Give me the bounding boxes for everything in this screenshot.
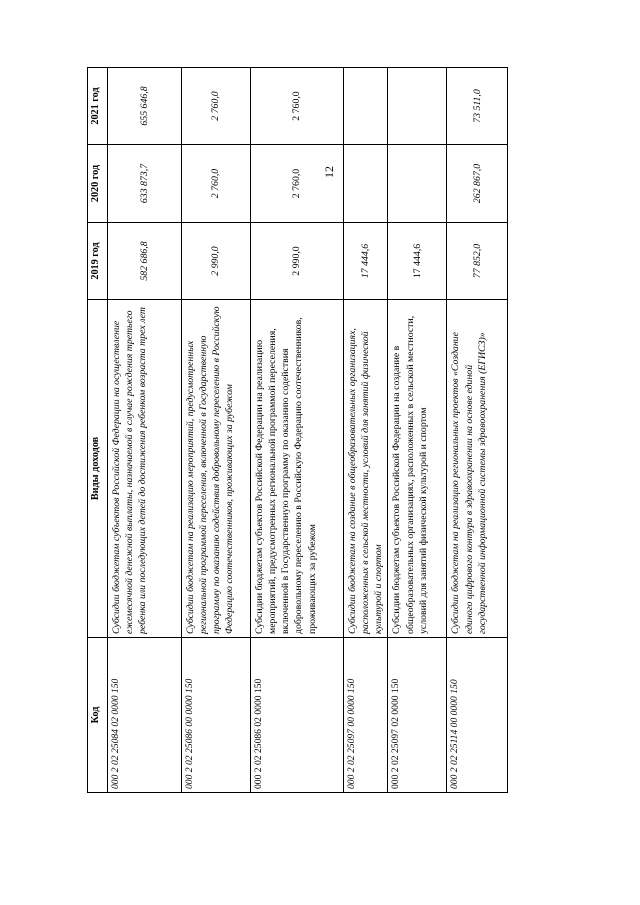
table-row	[344, 68, 388, 793]
row-code: 000 2 02 25097 00 0000 150	[344, 638, 388, 793]
page-number: 12	[322, 166, 336, 178]
row-code: 000 2 02 25086 02 0000 150	[251, 638, 344, 793]
row-value-2020	[388, 145, 447, 223]
row-value-2019: 17 444,6	[388, 223, 447, 300]
row-name: Субсидии бюджетам на реализацию региональных проектов «Создание единого цифрового контура в здравоохранении на основе единой государственной информационной системы здравоохранения (ЕГИСЗ)»	[447, 300, 508, 638]
row-name: Субсидии бюджетам субъектов Российской Федерации на осуществление ежемесячной денежной выплаты, назначаемой в случае рождения третьего ребенка или последующих детей до достижения ребенком возраста трех лет	[108, 300, 182, 638]
row-code: 000 2 02 25097 02 0000 150	[388, 638, 447, 793]
row-value-2021: 2 760,0	[182, 68, 251, 145]
header-code: Код	[88, 638, 108, 793]
rotated-table-container	[87, 68, 494, 793]
row-value-2020: 633 873,7	[108, 145, 182, 223]
header-2019: 2019 год	[88, 223, 108, 300]
table-row	[108, 68, 182, 793]
row-value-2021: 73 511,0	[447, 68, 508, 145]
table-row	[251, 68, 344, 793]
row-value-2019: 582 686,8	[108, 223, 182, 300]
row-value-2021	[344, 68, 388, 145]
row-value-2019: 77 852,0	[447, 223, 508, 300]
row-value-2020: 2 760,0	[251, 145, 344, 223]
row-value-2021	[388, 68, 447, 145]
row-code: 000 2 02 25084 02 0000 150	[108, 638, 182, 793]
row-name: Субсидии бюджетам субъектов Российской Федерации на реализацию мероприятий, предусмотренных региональной программой переселения, включенной в Государственную программу по оказанию содействия добровольному переселению в Российскую Федерацию соотечественников, проживающих за рубежом	[251, 300, 344, 638]
row-code: 000 2 02 25086 00 0000 150	[182, 638, 251, 793]
row-value-2020	[344, 145, 388, 223]
table-row	[182, 68, 251, 793]
row-value-2019: 2 990,0	[182, 223, 251, 300]
row-value-2020: 2 760,0	[182, 145, 251, 223]
table-row	[447, 68, 508, 793]
row-value-2019: 2 990,0	[251, 223, 344, 300]
row-name: Субсидии бюджетам на реализацию мероприятий, предусмотренных региональной программой переселения, включенной в Государственную программу по оказанию содействия добровольному переселению в Российскую Федерацию соотечественников, проживающих за рубежом	[182, 300, 251, 638]
row-value-2020: 262 867,0	[447, 145, 508, 223]
row-code: 000 2 02 25114 00 0000 150	[447, 638, 508, 793]
row-name: Субсидии бюджетам субъектов Российской Федерации на создание в общеобразовательных организациях, расположенных в сельской местности, условий для занятий физической культурой и спортом	[388, 300, 447, 638]
row-value-2021: 2 760,0	[251, 68, 344, 145]
header-2021: 2021 год	[88, 68, 108, 145]
header-2020: 2020 год	[88, 145, 108, 223]
revenue-table	[87, 67, 508, 793]
header-name: Виды доходов	[88, 300, 108, 638]
row-value-2019: 17 444,6	[344, 223, 388, 300]
table-row	[388, 68, 447, 793]
row-name: Субсидии бюджетам на создание в общеобразовательных организациях, расположенных в сельской местности, условий для занятий физической культурой и спортом	[344, 300, 388, 638]
row-value-2021: 655 646,8	[108, 68, 182, 145]
table-header-row	[88, 68, 108, 793]
